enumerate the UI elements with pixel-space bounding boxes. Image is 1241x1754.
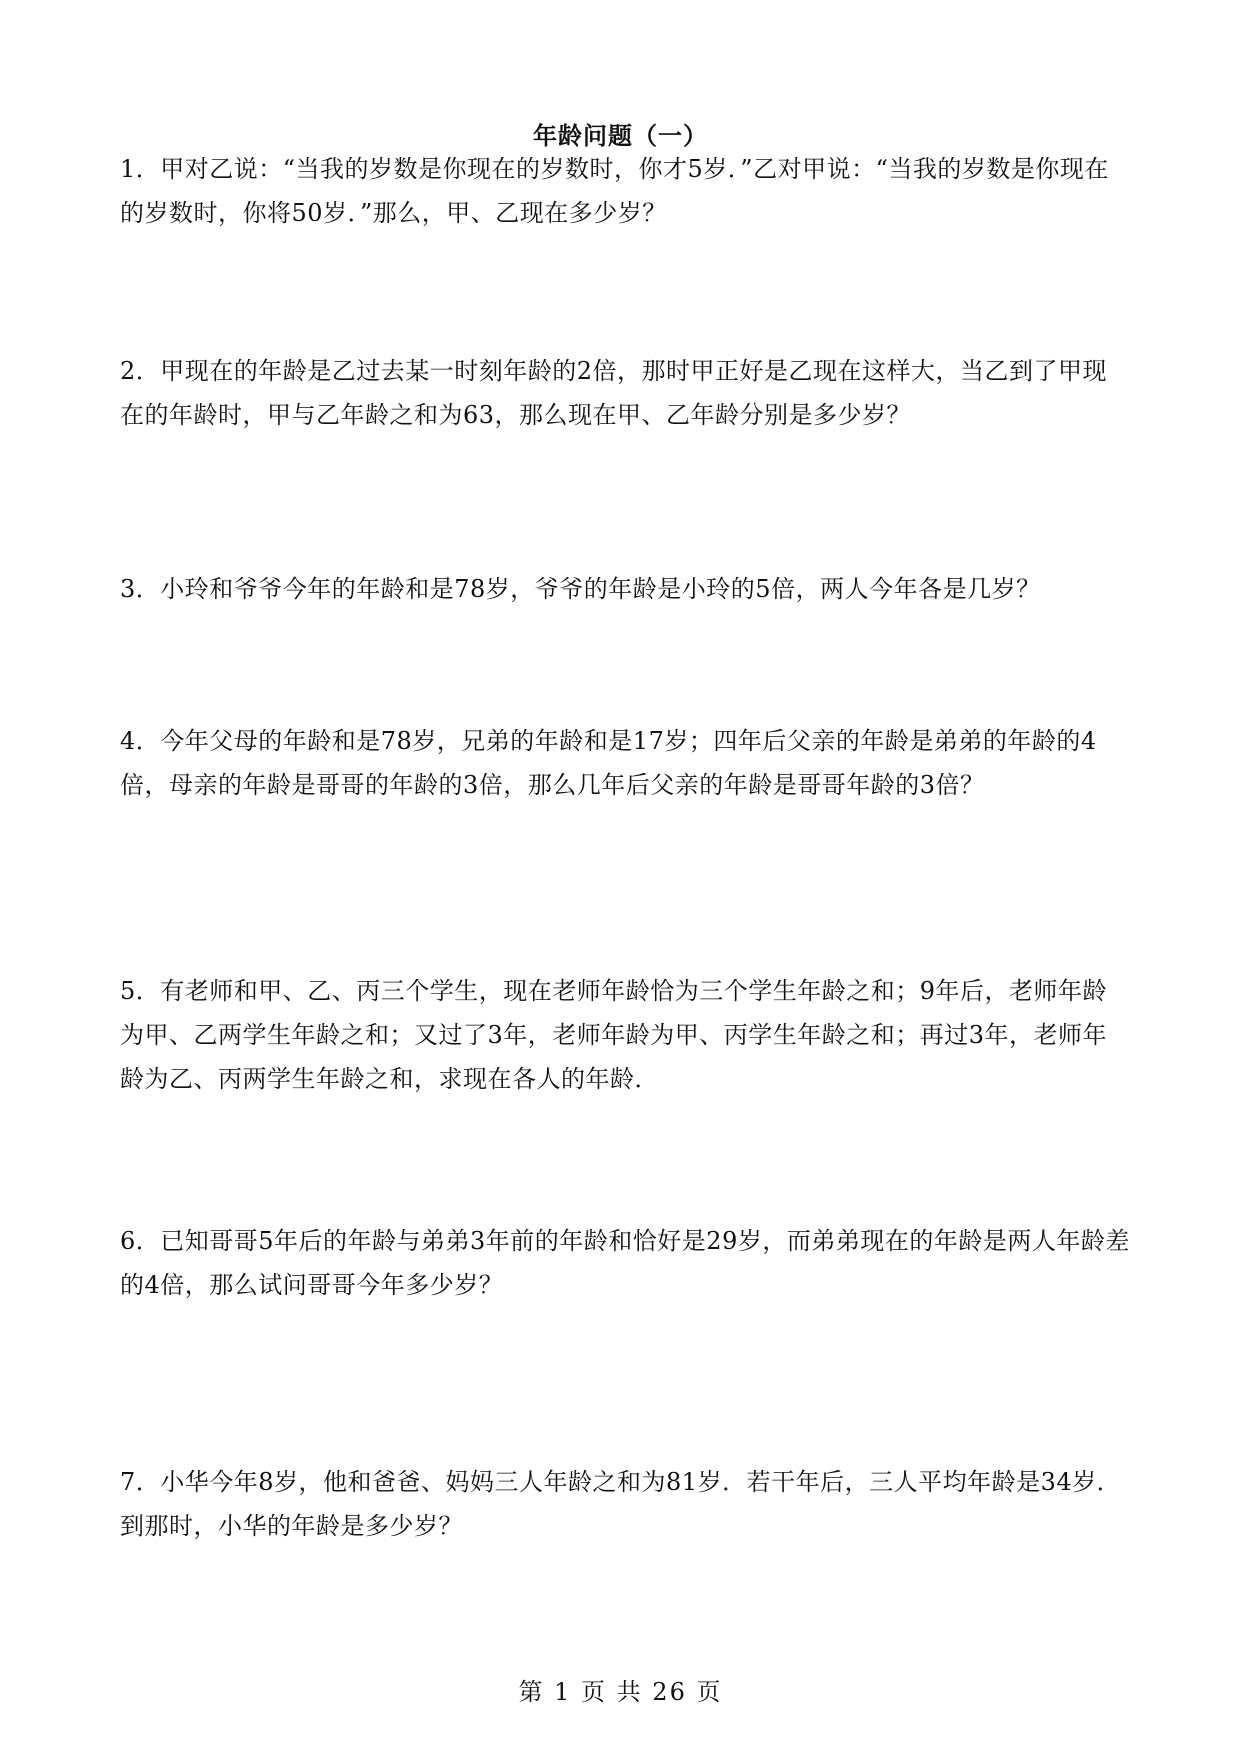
problem-5: 5．有老师和甲、乙、丙三个学生，现在老师年龄恰为三个学生年龄之和；9年后，老师年龄为甲、乙两学生年龄之和；又过了3年，老师年龄为甲、丙学生年龄之和；再过3年，老师年龄为乙、丙两学生年龄之和，求现在各人的年龄． xyxy=(120,977,1108,1093)
problem-7: 7．小华今年8岁，他和爸爸、妈妈三人年龄之和为81岁．若干年后，三人平均年龄是34岁．到那时，小华的年龄是多少岁？ xyxy=(120,1468,1122,1540)
problem-3: 3．小玲和爷爷今年的年龄和是78岁，爷爷的年龄是小玲的5倍，两人今年各是几岁？ xyxy=(120,575,1041,603)
problem-6: 6．已知哥哥5年后的年龄与弟弟3年前的年龄和恰好是29岁，而弟弟现在的年龄是两人年龄差的4倍，那么试问哥哥今年多少岁？ xyxy=(120,1227,1130,1299)
page-footer: 第 1 页 共 26 页 xyxy=(518,1678,723,1706)
problem-2: 2．甲现在的年龄是乙过去某一时刻年龄的2倍，那时甲正好是乙现在这样大，当乙到了甲现在的年龄时，甲与乙年龄之和为63，那么现在甲、乙年龄分别是多少岁？ xyxy=(120,357,1108,429)
page-title: 年龄问题（一） xyxy=(533,121,708,150)
problem-1: 1．甲对乙说：“当我的岁数是你现在的岁数时，你才5岁．”乙对甲说：“当我的岁数是你现在的岁数时，你将50岁．”那么，甲、乙现在多少岁？ xyxy=(120,155,1109,227)
problem-4: 4．今年父母的年龄和是78岁，兄弟的年龄和是17岁；四年后父亲的年龄是弟弟的年龄的4倍，母亲的年龄是哥哥的年龄的3倍，那么几年后父亲的年龄是哥哥年龄的3倍？ xyxy=(120,727,1097,799)
